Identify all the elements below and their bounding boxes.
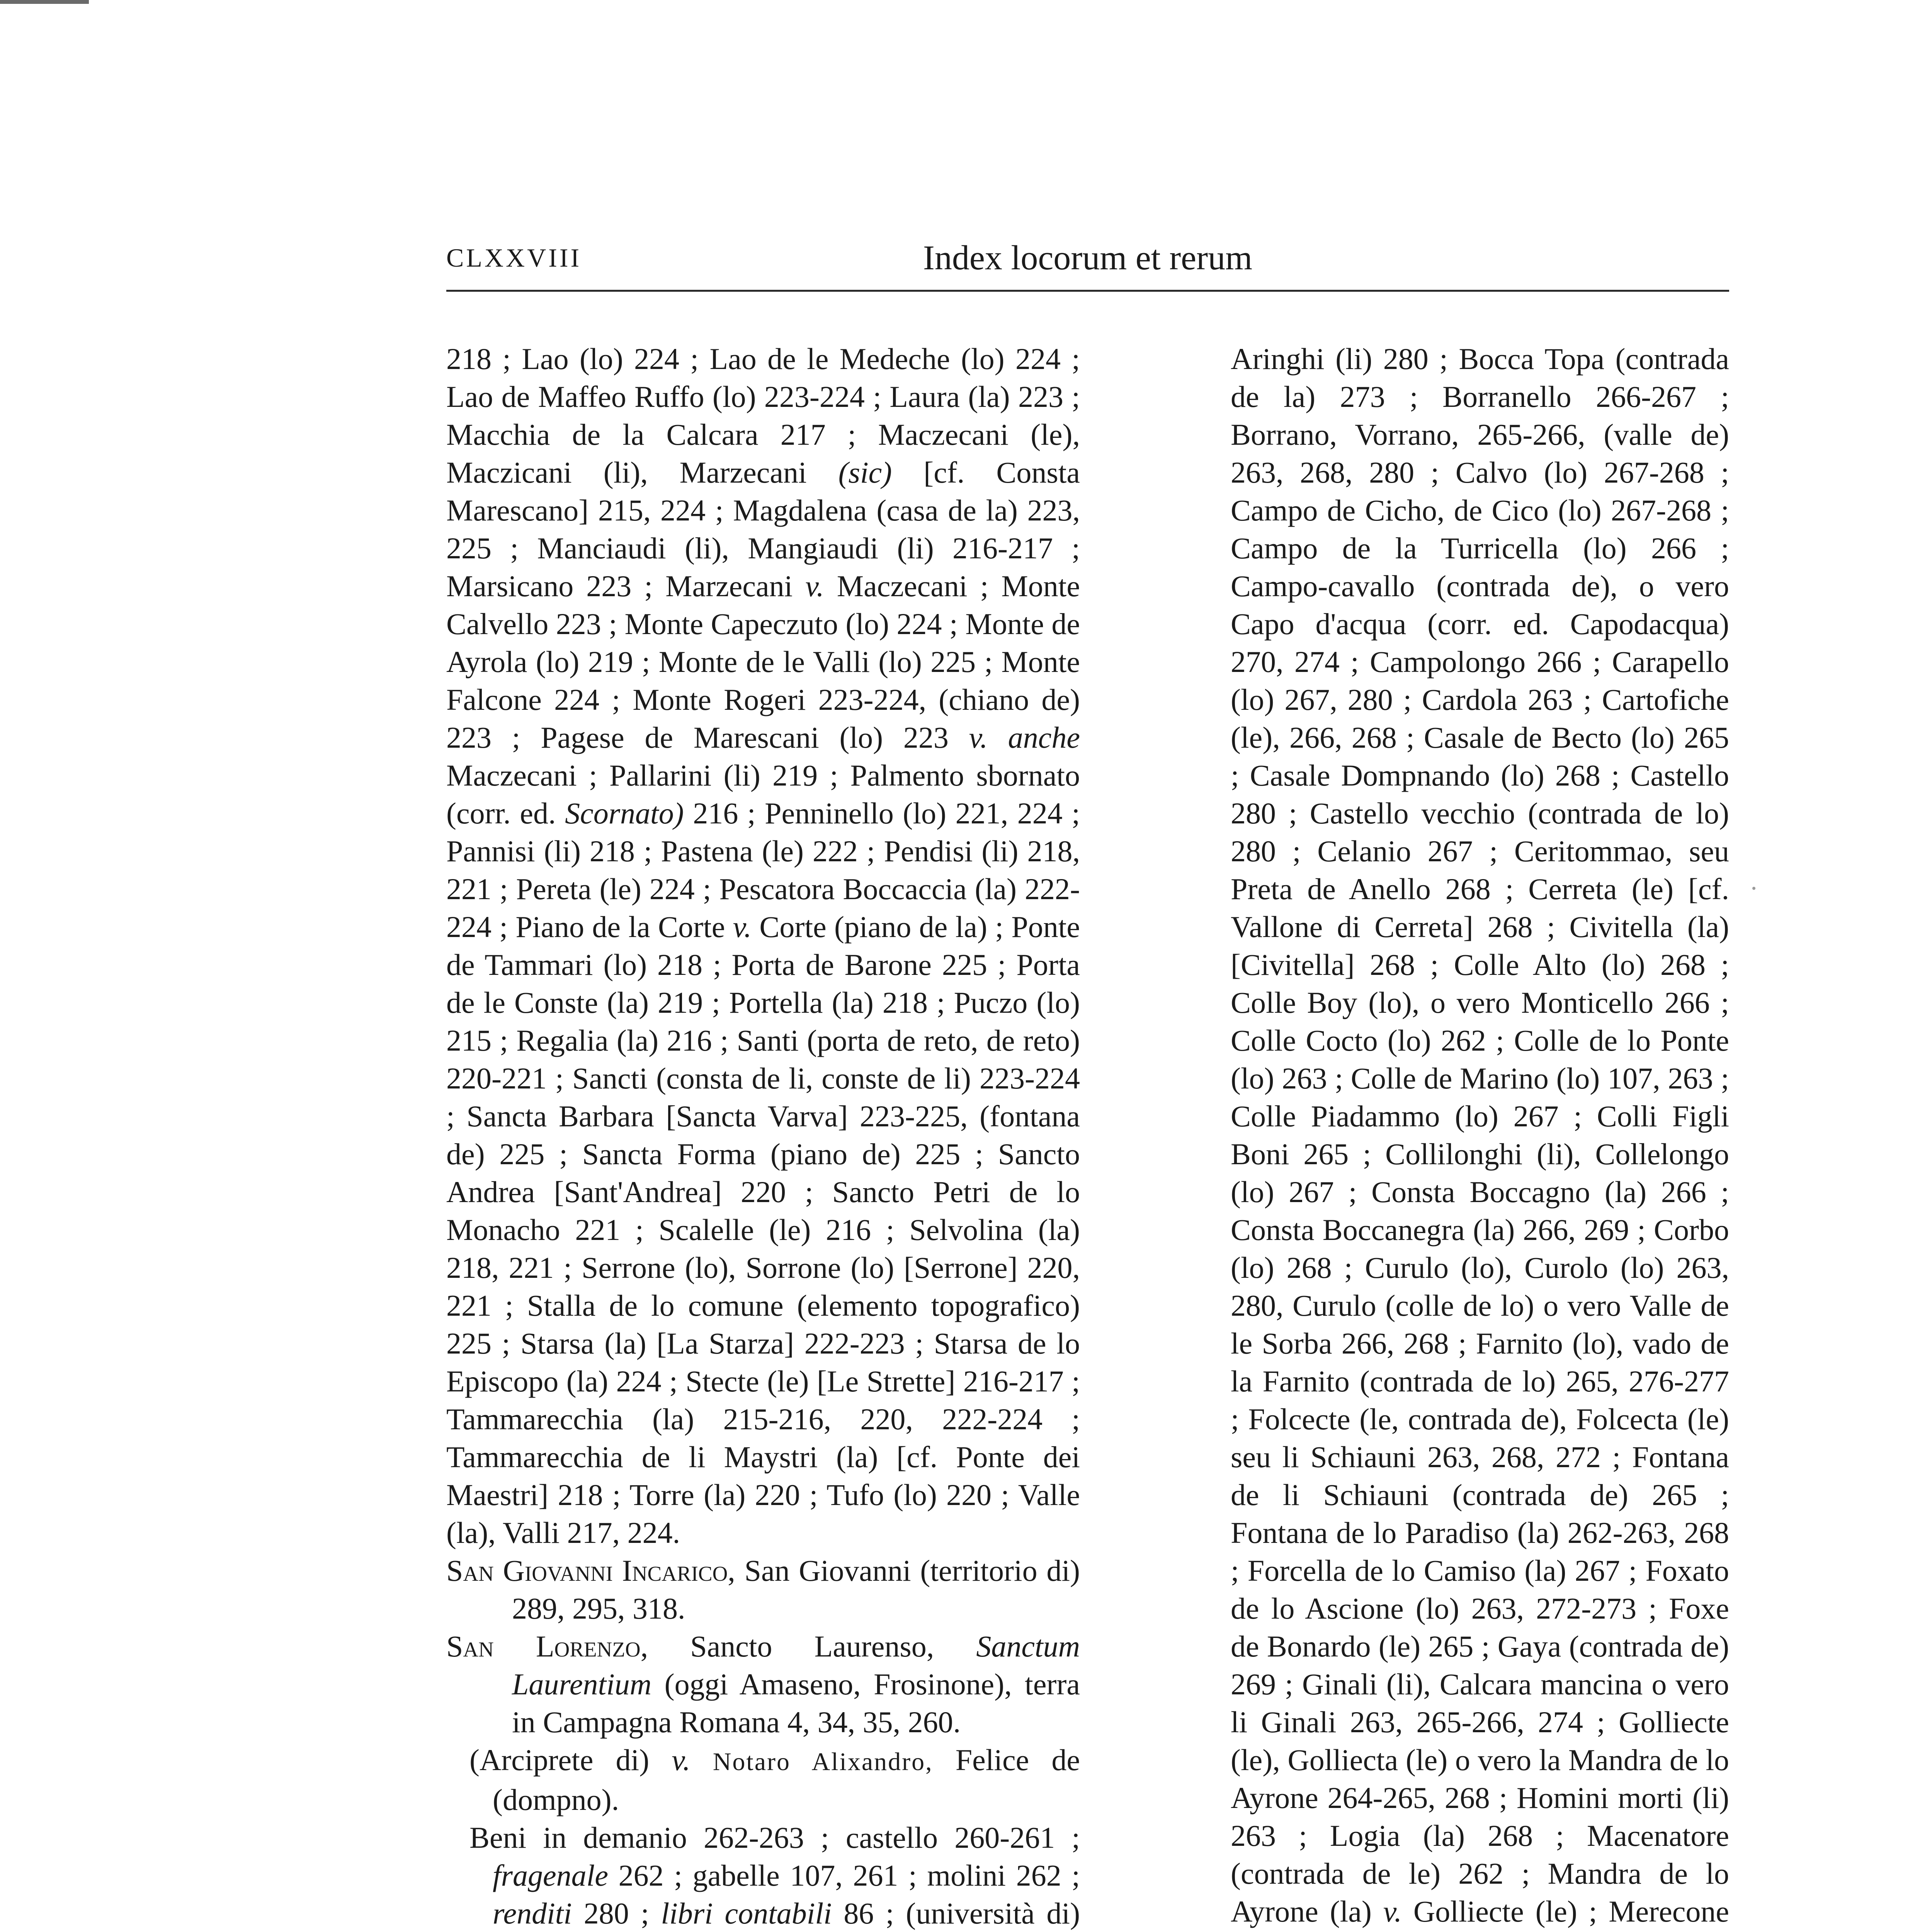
left-column: [446, 340, 1080, 1932]
subentry-beni: Beni in demanio 262-263 ; castello 260-261 ; fragenale 262 ; gabelle 107, 261 ; molini 262 ; renditi 280 ; libri contabili 86 ; (università di): [469, 1821, 1080, 1930]
page-header: [446, 232, 1729, 292]
territorio-continuation: Aringhi (li) 280 ; Bocca Topa (contrada de la) 273 ; Borranello 266-267 ; Borrano, Vorrano, 265-266, (valle de) 263, 268, 280 ; Calvo (lo) 267-268 ; Campo de Cicho, de Cico (lo) 267-268 ; Campo de la Turricella (lo) 266 ; Campo-cavallo (contrada de), o vero Capo d'acqua (corr. ed. Capodacqua) 270, 274 ; Campolongo 266 ; Carapello (lo) 267, 280 ; Cardola 263 ; Cartofiche (le), 266, 268 ; Casale de Becto (lo) 265 ; Casale Dompnando (lo) 268 ; Castello 280 ; Castello vecchio (contrada de lo) 280 ; Celanio 267 ; Ceritommao, seu Preta de Anello 268 ; Cerreta (le) [cf. Vallone di Cerreta] 268 ; Civitella (la) [Civitella] 268 ; Colle Alto (lo) 268 ; Colle Boy (lo), o vero Monticello 266 ; Colle Cocto (lo) 262 ; Colle de lo Ponte (lo) 263 ; Colle de Marino (lo) 107, 263 ; Colle Piadammo (lo) 267 ; Colli Figli Boni 265 ; Collilonghi (li), Collelongo (lo) 267 ; Consta Boccagno (la) 266 ; Consta Boccanegra (la) 266, 269 ; Corbo (lo) 268 ; Curulo (lo), Curolo (lo) 263, 280, Curulo (colle de lo) o vero Valle de le Sorba 266, 268 ; Farnito (lo), vado de la Farnito (contrada de lo) 265, 276-277 ; Folcecte (le, contrada de), Folcecta (le) seu li Schiauni 263, 268, 272 ; Fontana de li Schiauni (contrada de) 265 ; Fontana de lo Paradiso (la) 262-263, 268 ; Forcella de lo Camiso (la) 267 ; Foxato de lo Ascione (lo) 263, 272-273 ; Foxe de Bonardo (le) 265 ; Gaya (contrada de) 269 ; Ginali (li), Calcara mancina o vero li Ginali 263, 265-266, 274 ; Golliecte (le), Golliecta (le) o vero la Mandra de lo Ayrone 264-265, 268 ; Homini morti (li) 263 ; Logia (la) 268 ; Macenatore (contrada de le) 262 ; Mandra de lo Ayrone (la) v. Golliecte (le) ; Merecone: [1231, 342, 1730, 1928]
entry-san-giovanni-incarico: San Giovanni Incarico, San Giovanni (territorio di) 289, 295, 318.: [446, 1554, 1080, 1625]
scan-edge-mark: [0, 0, 89, 4]
index-continuation: 218 ; Lao (lo) 224 ; Lao de le Medeche (lo) 224 ; Lao de Maffeo Ruffo (lo) 223-224 ; Laura (la) 223 ; Macchia de la Calcara 217 ; Maczecani (le), Maczicani (li), Marzecani (sic) [cf. Consta Marescano] 215, 224 ; Magdalena (casa de la) 223, 225 ; Manciaudi (li), Mangiaudi (li) 216-217 ; Marsicano 223 ; Marzecani v. Maczecani ; Monte Calvello 223 ; Monte Capeczuto (lo) 224 ; Monte de Ayrola (lo) 219 ; Monte de le Valli (lo) 225 ; Monte Falcone 224 ; Monte Rogeri 223-224, (chiano de) 223 ; Pagese de Marescani (lo) 223 v. anche Maczecani ; Pallarini (li) 219 ; Palmento sbornato (corr. ed. Scornato) 216 ; Penninello (lo) 221, 224 ; Pannisi (li) 218 ; Pastena (le) 222 ; Pendisi (li) 218, 221 ; Pereta (le) 224 ; Pescatora Boccaccia (la) 222-224 ; Piano de la Corte v. Corte (piano de la) ; Ponte de Tammari (lo) 218 ; Porta de Barone 225 ; Porta de le Conste (la) 219 ; Portella (la) 218 ; Puczo (lo) 215 ; Regalia (la) 216 ; Santi (porta de reto, de reto) 220-221 ; Sancti (consta de li, conste de li) 223-224 ; Sancta Barbara [Sancta Varva] 223-225, (fontana de) 225 ; Sancta Forma (piano de) 225 ; Sancto Andrea [Sant'Andrea] 220 ; Sancto Petri de lo Monacho 221 ; Scalelle (le) 216 ; Selvolina (la) 218, 221 ; Serrone (lo), Sorrone (lo) [Serrone] 220, 221 ; Stalla de lo comune (elemento topografico) 225 ; Starsa (la) [La Starza] 222-223 ; Starsa de lo Episcopo (la) 224 ; Stecte (le) [Le Strette] 216-217 ; Tammarecchia (la) 215-216, 220, 222-224 ; Tammarecchia de li Maystri (la) [cf. Ponte dei Maestri] 218 ; Torre (la) 220 ; Tufo (lo) 220 ; Valle (la), Valli 217, 224.: [446, 342, 1080, 1549]
right-column: [1231, 340, 1729, 1932]
running-title: Index locorum et rerum: [923, 239, 1253, 277]
entry-san-lorenzo: San Lorenzo, Sancto Laurenso, Sanctum Laurentium (oggi Amaseno, Frosinone), terra in Campagna Romana 4, 34, 35, 260.: [446, 1629, 1080, 1739]
folio-number: CLXXVIII: [446, 243, 582, 272]
subentry-arciprete: (Arciprete di) v. Notaro Alixandro, Felice de (dompno).: [469, 1743, 1080, 1816]
scan-speck: [1752, 887, 1755, 890]
